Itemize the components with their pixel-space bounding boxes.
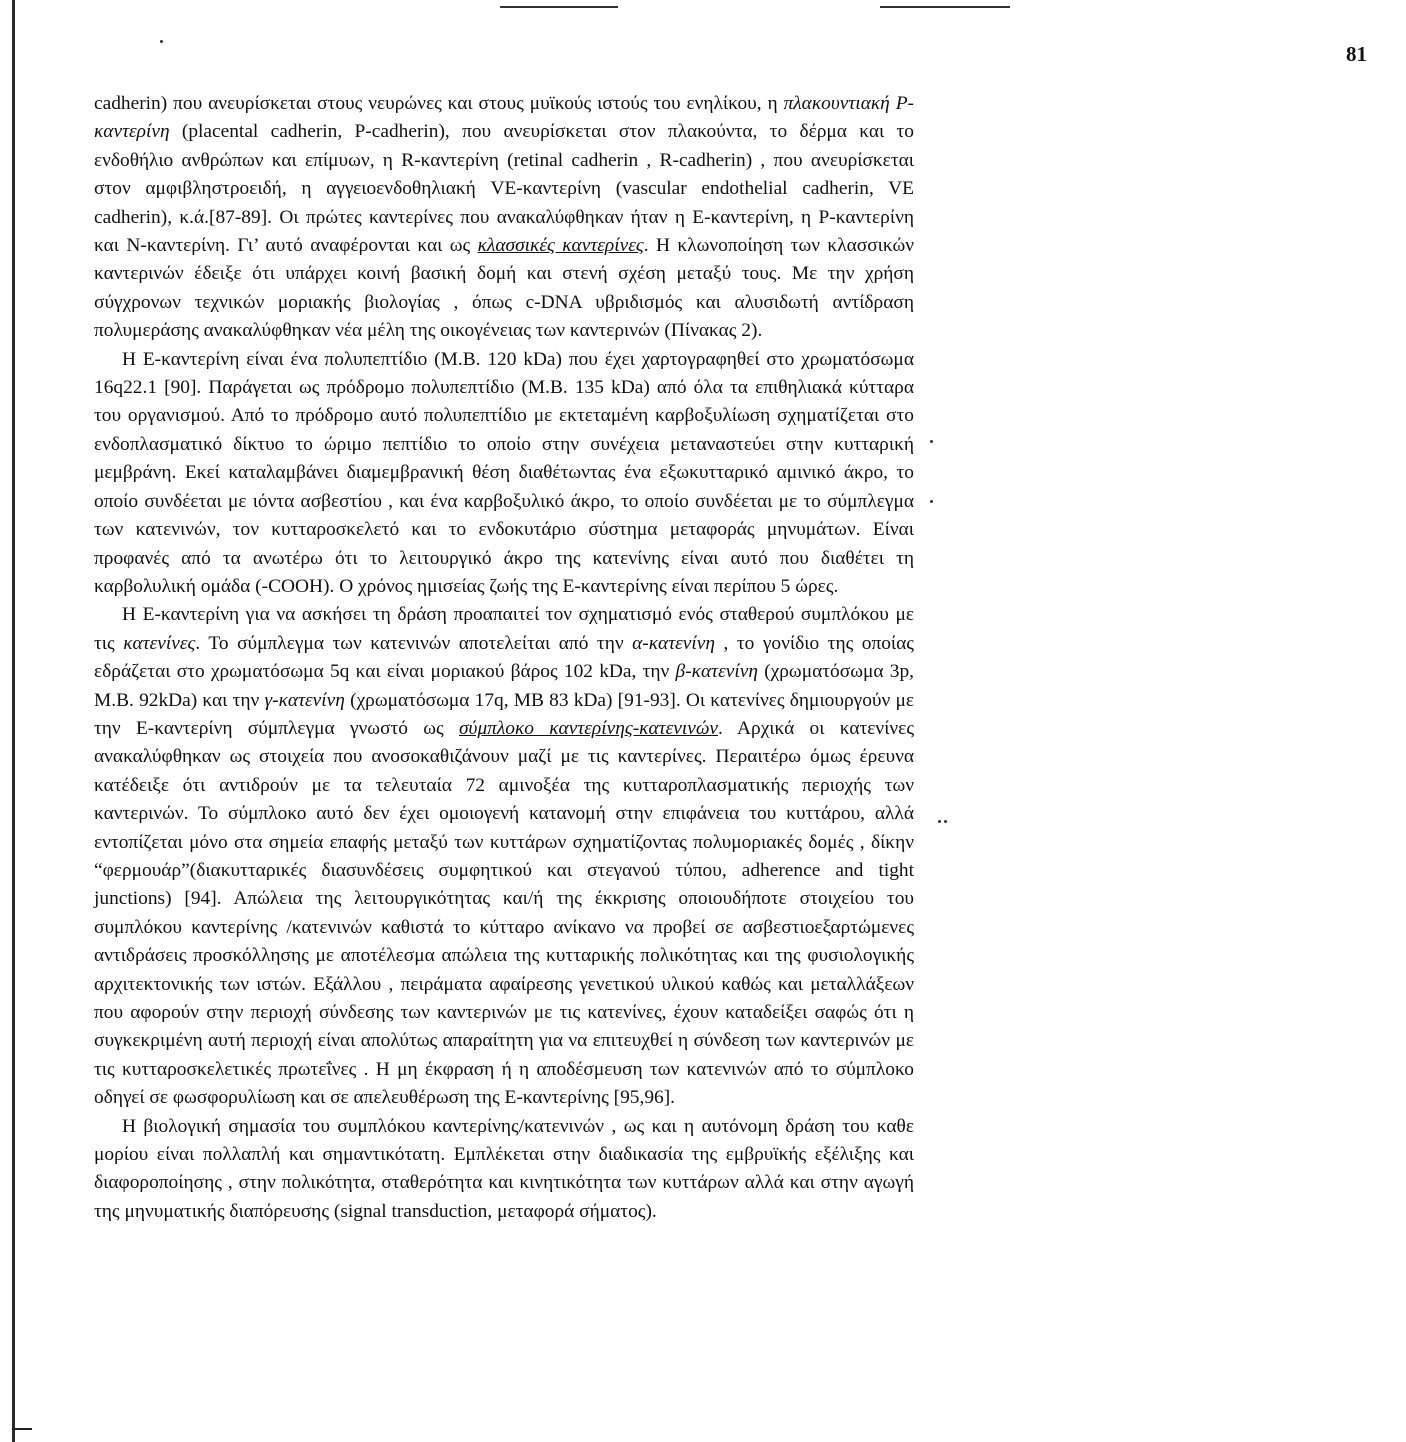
paragraph-text: (χρωματόσωμα 3p, Μ.Β. 92kDa) και την (94, 661, 914, 711)
scan-speck (938, 820, 941, 823)
paragraph-text: Η Ε-καντερίνη για να ασκήσει τη δράση προαπαιτεί τον σχηματισμό ενός σταθερού συμπλόκου με τις (94, 604, 914, 654)
paragraph-1 (94, 90, 914, 346)
scan-top-mark (500, 6, 618, 8)
page-number: 81 (1346, 42, 1367, 66)
scan-bottom-mark (12, 1428, 32, 1430)
paragraph-text: . Το σύμπλεγμα των κατενινών αποτελείται από την (195, 632, 633, 654)
paragraph-2 (94, 346, 914, 602)
paragraph-text: Η βιολογική σημασία του συμπλόκου καντερίνης/κατενινών , ως και η αυτόνομη δράση του καθε μορίου είναι πολλαπλή και σημαντικότατη. Εμπλέκεται στην διαδικασία της εμβρυϊκής εξέλιξης και διαφοροποίησης , στην πολικότητα, σταθερότητα και κινητικότητα των κυττάρων αλλά και στην αγωγή της μηνυματικής διαπόρευσης (signal transduction, μεταφορά σήματος). (94, 1115, 914, 1222)
scan-top-mark (880, 6, 1010, 8)
paragraph-text: . Η κλωνοποίηση των κλασσικών καντερινών έδειξε ότι υπάρχει κοινή βασική δομή και στενή σχέση μεταξύ τους. Με την χρήση σύγχρονων τεχνικών μοριακής βιολογίας , όπως c-DNA υβριδισμός και αλυσιδωτή αντίδραση πολυμεράσης ανακαλύφθηκαν νέα μέλη της οικογένειας των καντερινών (Πίνακας 2). (94, 235, 915, 342)
emphasis-text: γ-κατενίνη (264, 689, 345, 711)
emphasis-text: β-κατενίνη (675, 661, 758, 683)
scan-speck (944, 820, 947, 823)
document-body (94, 90, 914, 1226)
scan-speck (160, 40, 163, 43)
paragraph-text: (χρωματόσωμα 17q, ΜΒ 83 kDa) [91-93]. Οι κατενίνες δημιουργούν με την Ε-καντερίνη σύμπλεγμα γνωστό ως (94, 689, 915, 739)
scan-speck (930, 500, 933, 503)
emphasis-text: σύμπλοκο καντερίνης-κατενινών (458, 717, 718, 739)
paragraph-4 (94, 1113, 914, 1227)
paragraph-text: , το γονίδιο της οποίας εδράζεται στο χρωματόσωμα 5q και είναι μοριακού βάρος 102 kDa, την (94, 632, 914, 683)
emphasis-text: πλακουντιακή Ρ-καντερίνη (94, 93, 915, 143)
scan-left-edge (12, 0, 15, 1442)
emphasis-text: κατενίνες (123, 632, 196, 654)
paragraph-text: cadherin) που ανευρίσκεται στους νευρώνες και στους μυϊκούς ιστούς του ενηλίκου, η (94, 93, 784, 114)
paragraph-3 (94, 601, 914, 1112)
paragraph-text: Η Ε-καντερίνη είναι ένα πολυπεπτίδιο (Μ.Β. 120 kDa) που έχει χαρτογραφηθεί στο χρωματόσωμα 16q22.1 [90]. Παράγεται ως πρόδρομο πολυπεπτίδιο (Μ.Β. 135 kDa) από όλα τα επιθηλιακά κύτταρα του οργανισμού. Από το πρόδρομο αυτό πολυπεπτίδιο με εκτεταμένη καρβοξυλίωση σχηματίζεται στο ενδοπλασματικό δίκτυο το ώριμο πεπτίδιο το οποίο στην συνέχεια μεταναστεύει στην κυτταρική μεμβράνη. Εκεί καταλαμβάνει διαμεμβρανική θέση διαθέτωντας ένα εξωκυτταρικό αμινικό άκρο, το οποίο συνδέεται με ιόντα ασβεστίου , και ένα καρβοξυλικό άκρο, το οποίο συνδέεται με το σύμπλεγμα των κατενινών, τον κυτταροσκελετό και το ενδοκυτάριο σύστημα μεταφοράς μηνυμάτων. Είναι προφανές από τα ανωτέρω ότι το λειτουργικό άκρο της κατενίνης είναι αυτό που διαθέτει τη καρβολυλική ομάδα (-COOH). Ο χρόνος ημισείας ζωής της Ε-καντερίνης είναι περίπου 5 ώρες. (94, 348, 914, 597)
emphasis-text: κλασσικές καντερίνες (477, 235, 644, 257)
paragraph-text: (placental cadherin, P-cadherin), που ανευρίσκεται στον πλακούντα, το δέρμα και το ενδοθήλιο ανθρώπων και επίμυων, η R-καντερίνη (retinal cadherin , R-cadherin) , που ανευρίσκεται στον αμφιβληστροειδή, η αγγειοενδοθηλιακή VE-καντερίνη (vascular endothelial cadherin, VE cadherin), κ.ά.[87-89]. Οι πρώτες καντερίνες που ανακαλύφθηκαν ήταν η Ε-καντερίνη, η Ρ-καντερίνη και Ν-καντερίνη. Γι’ αυτό αναφέρονται και ως (94, 121, 914, 257)
emphasis-text: α-κατενίνη (632, 632, 716, 654)
scan-speck (930, 440, 933, 443)
paragraph-text: . Αρχικά οι κατενίνες ανακαλύφθηκαν ως στοιχεία που ανοσοκαθιζάνουν μαζί με τις καντερίνες. Περαιτέρω όμως έρευνα κατέδειξε ότι αντιδρούν με τα τελευταία 72 αμινοξέα της κυτταροπλασματικής περιοχής των καντερινών. Το σύμπλοκο αυτό δεν έχει ομοιογενή κατανομή στην επιφάνεια του κυττάρου, αλλά εντοπίζεται μόνο στα σημεία επαφής μεταξύ των κυττάρων σχηματίζοντας πολυμοριακές δομές , δίκην “φερμουάρ”(διακυτταρικές διασυνδέσεις συμφητικού και στεγανού τύπου, adherence and tight junctions) [94]. Απώλεια της λειτουργικότητας και/ή της έκκρισης οποιουδήποτε στοιχείου του συμπλόκου καντερίνης /κατενινών καθιστά το κύτταρο ανίκανο να προβεί σε ασβεστιοεξαρτώμενες αντιδράσεις προσκόλλησης με αποτέλεσμα απώλεια της κυτταρικής πολικότητας και της φυσιολογικής αρχιτεκτονικής των ιστών. Εξάλλου , πειράματα αφαίρεσης γενετικού υλικού καθώς και μεταλλάξεων που αφορούν στην περιοχή σύνδεσης των καντερινών με τις κατενίνες, έχουν καταδείξει σαφώς ότι η συγκεκριμένη αυτή περιοχή είναι απολύτως απαραίτητη για να επιτευχθεί η σύνδεση των καντερινών με τις κυτταροσκελετικές πρωτεΐνες . Η μη έκφραση ή η αποδέσμευση των κατενινών από το σύμπλοκο οδηγεί σε φωσφορυλίωση και σε απελευθέρωση της Ε-καντερίνης [95,96]. (94, 717, 914, 1109)
